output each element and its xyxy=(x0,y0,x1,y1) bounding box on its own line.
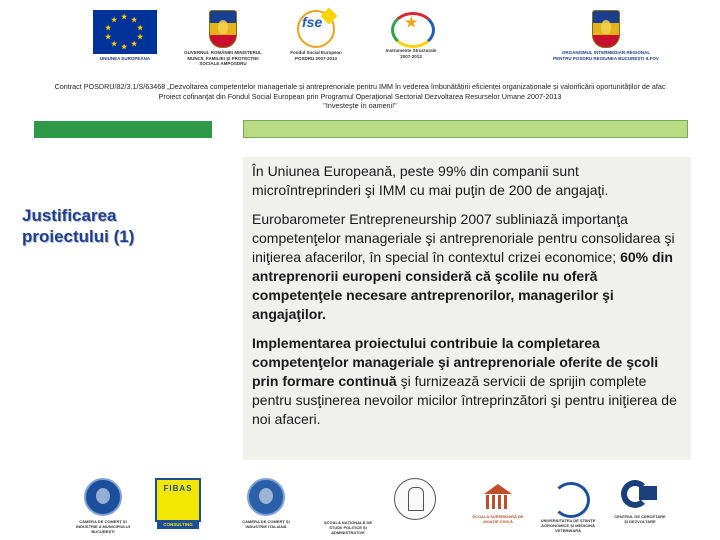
structural-instruments-icon: ★ xyxy=(387,10,435,46)
is-logo xyxy=(380,10,442,59)
fse-logo-caption: Fondul Social European POSDRU 2007-2013 xyxy=(290,50,342,61)
partner-logo-8 xyxy=(612,478,668,524)
partner-logo-4 xyxy=(320,478,376,535)
contract-line-2: Proiect cofinanţat din Fondul Social European prin Programul Operaţional Sectorial Dezvoltarea Resurselor Umane 2007-2013 xyxy=(158,91,562,101)
fse-icon: fse xyxy=(297,10,335,48)
partner-logo-3 xyxy=(232,478,300,529)
paragraph-2 xyxy=(252,210,682,324)
paragraph-2-text: Eurobarometer Entrepreneurship 2007 subliniază importanţa competenţelor manageriale şi antreprenoriale pentru consolidarea şi iniţierea afacerilor, în special în contextul crizei economice; xyxy=(252,211,675,265)
oi-logo-caption: ORGANISMUL INTERMEDIAR REGIONAL PENTRU POSDRU REGIUNEA BUCUREȘTI ILFOV xyxy=(553,50,659,61)
romania-crest-icon xyxy=(592,10,620,48)
ministry-logo xyxy=(183,10,263,67)
paragraph-1: În Uniunea Europeană, peste 99% din companii sunt microîntreprinderi şi IMM cu mai puţin de 200 de angajaţi. xyxy=(252,163,609,198)
partner-logo-1-caption: CAMERA DE COMERȚ ȘI INDUSTRIE A MUNICIPIULUI BUCUREȘTI xyxy=(76,519,130,534)
eu-logo-caption: UNIUNEA EUROPEANA xyxy=(99,56,151,61)
green-bar-right xyxy=(243,120,688,138)
paragraph-3-bold: Implementarea proiectului contribuie la completarea competenţelor manageriale şi antreprenoriale oferite de şcoli prin formare continuă xyxy=(252,335,659,389)
temple-icon xyxy=(480,478,516,514)
partner-logo-7 xyxy=(540,478,596,533)
partner-logo-1 xyxy=(70,478,136,534)
paragraph-3-text: şi furnizează servicii de sprijin complete pentru susţinerea nevoilor micilor întreprinzători şi pentru iniţierea de noi afaceri. xyxy=(252,373,677,427)
oi-logo xyxy=(553,10,659,61)
partner-logo-4-caption: ȘCOALA NAȚIONALĂ DE STUDII POLITICE ȘI ADMINISTRATIVE xyxy=(323,520,373,535)
fibas-icon: FIBAS CONSULTING xyxy=(155,478,201,522)
contract-line-1: Contract POSDRU/82/3.1/S/63468 „Dezvoltarea competențelor manageriale și antreprenoriale pentru IMM în vederea îmbunătățirii eficienței organizaționale și valorificării oportunităților de afac xyxy=(54,82,666,91)
paragraph-3 xyxy=(252,334,682,429)
eu-logo xyxy=(88,10,162,62)
slide-title-line-2: proiectului (1) xyxy=(22,227,135,246)
paragraph-2-bold: 60% din antreprenorii europeni consideră că şcolile nu oferă competenţele necesare antreprenorilor, managerilor şi angajaţilor. xyxy=(252,249,673,322)
is-logo-caption: Instrumente Structurale 2007-2013 xyxy=(385,48,437,59)
partner-logo-3-caption: CAMERA DE COMERȚ ȘI INDUSTRIE ITALIANĂ xyxy=(242,519,290,529)
research-center-icon xyxy=(619,478,661,512)
italian-chamber-icon xyxy=(247,478,285,516)
green-bar-left xyxy=(34,121,212,138)
partner-logo-6-caption: ȘCOALA SUPERIOARĂ DE AVIAȚIE CIVILĂ xyxy=(472,514,524,524)
partner-logo-2 xyxy=(153,478,203,527)
slide-title-line-1: Justificarea xyxy=(22,206,117,225)
snspa-icon xyxy=(320,478,376,520)
contract-line-3: "Investeşte în oameni!" xyxy=(323,101,397,110)
tower-icon xyxy=(394,478,436,520)
content-panel xyxy=(243,157,691,460)
ministry-logo-caption: GUVERNUL ROMÂNIEI MINISTERUL MUNCII, FAMILIEI ŞI PROTECŢIEI SOCIALE AMPOSDRU xyxy=(184,50,262,66)
university-icon xyxy=(548,478,588,518)
contract-info xyxy=(0,82,720,111)
partner-logo-8-caption: CENTRUL DE CERCETARE ȘI DEZVOLTARE xyxy=(614,514,666,524)
partner-logo-5 xyxy=(392,478,438,520)
chamber-bucharest-icon xyxy=(84,478,122,516)
fse-logo xyxy=(285,10,347,61)
partner-logo-7-caption: UNIVERSITATEA DE ȘTIINȚE AGRONOMICE ȘI MEDICINĂ VETERINARĂ xyxy=(540,518,596,533)
slide-title xyxy=(22,205,182,247)
romania-crest-icon xyxy=(209,10,237,48)
partner-logo-6 xyxy=(468,478,528,524)
eu-flag-icon: ★ ★ ★ ★ ★ ★ ★ ★ ★ ★ xyxy=(93,10,157,54)
